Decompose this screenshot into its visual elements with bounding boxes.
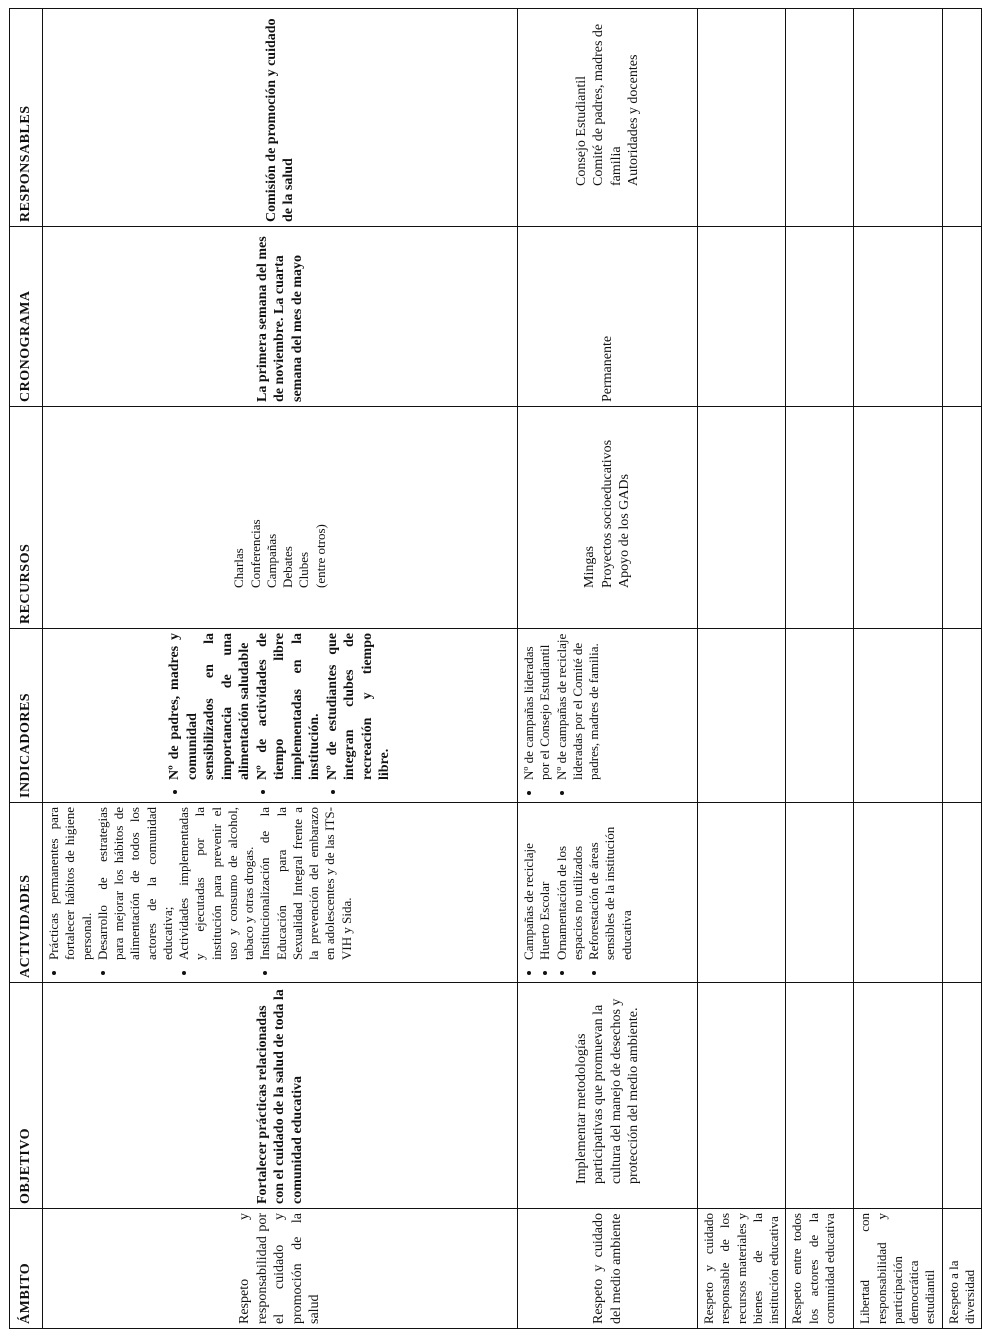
list-item: Campañas <box>263 533 279 588</box>
ambito-cell <box>698 1209 786 1329</box>
ambito-text: Respeto y cuidado del medio ambiente <box>591 1213 624 1324</box>
header-recursos: RECURSOS <box>10 407 43 629</box>
list-item: • Institucionalización de la Educación para la Sexualidad Integral frente a la prevención del embarazo en adolescentes y de las ITS-VIH y Sida. <box>257 807 355 960</box>
list-item: • Ornamentación de los espacios no utilizados <box>554 807 587 960</box>
table-row <box>786 9 854 1329</box>
ambito-text: Respeto a la diversidad <box>945 1260 977 1324</box>
ambito-cell <box>786 1209 854 1329</box>
ambito-text: Respeto y cuidado responsable de los recursos materiales y bienes de la institución educativa <box>701 1213 781 1324</box>
list-item: • Huerto Escolar <box>537 807 553 960</box>
objetivo-cell <box>43 983 518 1209</box>
empty-cell <box>786 407 854 629</box>
ambito-text: Respeto y responsabilidad por el cuidado y promoción de la salud <box>237 1213 323 1324</box>
list-item: Debates <box>280 546 295 588</box>
header-objetivo: OBJETIVO <box>10 983 43 1209</box>
empty-cell <box>854 983 942 1209</box>
ambito-cell <box>942 1209 982 1329</box>
list-item: • Prácticas permanentes para fortalecer hábitos de higiene personal. <box>46 807 95 960</box>
table-row <box>518 9 698 1329</box>
empty-cell <box>854 407 942 629</box>
responsables-cell <box>43 9 518 227</box>
list-item: Consejo Estudiantil <box>573 75 589 186</box>
empty-cell <box>942 983 982 1209</box>
indicadores-cell <box>518 629 698 803</box>
list-item: Mingas <box>582 546 598 588</box>
actividades-cell <box>43 803 518 983</box>
empty-cell <box>786 227 854 407</box>
plan-table <box>9 8 982 1329</box>
actividades-list <box>46 807 355 978</box>
header-indicadores: INDICADORES <box>10 629 43 803</box>
list-item: Proyectos socioeducativos <box>599 439 615 588</box>
empty-cell <box>942 227 982 407</box>
indicadores-cell <box>43 629 518 803</box>
list-item: Clubes <box>296 551 312 588</box>
ambito-cell <box>854 1209 942 1329</box>
list-item: • Reforestación de áreas sensibles de la institución educativa <box>586 807 635 960</box>
empty-cell <box>698 407 786 629</box>
cronograma-text: La primera semana del mes de noviembre. La cuarta semana del mes de mayo <box>254 236 305 402</box>
empty-cell <box>854 629 942 803</box>
empty-cell <box>698 9 786 227</box>
empty-cell <box>698 983 786 1209</box>
objetivo-text: Implementar metodologías participativas que promuevan la cultura del manejo de desechos y protección del medio ambiente. <box>573 998 641 1184</box>
empty-cell <box>698 629 786 803</box>
cronograma-cell <box>43 227 518 407</box>
list-item: • Desarrollo de estrategias para mejorar los hábitos de alimentación de todos los actores de la comunidad educativa; <box>95 807 176 960</box>
empty-cell <box>786 983 854 1209</box>
empty-cell <box>786 803 854 983</box>
empty-cell <box>942 407 982 629</box>
empty-cell <box>698 803 786 983</box>
indicadores-list <box>521 633 602 798</box>
cronograma-cell <box>518 227 698 407</box>
list-item: • Nº de campañas lideradas por el Consejo Estudiantil <box>521 633 554 780</box>
list-item: • Actividades implementadas y ejecutadas por la institución para prevenir el uso y consumo de alcohol, tabaco y otras drogas. <box>176 807 257 960</box>
empty-cell <box>786 629 854 803</box>
header-responsables: RESPONSABLES <box>10 9 43 227</box>
list-item: Conferencias <box>247 519 263 588</box>
list-item: • Nº de campañas de reciclaje lideradas por el Comité de padres, madres de familia. <box>554 633 603 780</box>
actividades-list <box>521 807 635 978</box>
recursos-cell <box>43 407 518 629</box>
empty-cell <box>942 803 982 983</box>
list-item: • Nº de actividades de tiempo libre implementadas en la institución. <box>254 633 324 780</box>
empty-cell <box>698 227 786 407</box>
header-actividades: ACTIVIDADES <box>10 803 43 983</box>
ambito-cell <box>518 1209 698 1329</box>
empty-cell <box>854 803 942 983</box>
list-item: • Nº de padres, madres y comunidad sensibilizados en la importancia de una alimentación saludable <box>166 633 254 780</box>
recursos-cell <box>518 407 698 629</box>
list-item: (entre otros) <box>312 524 328 588</box>
list-item: Apoyo de los GADs <box>617 474 633 588</box>
objetivo-text: Fortalecer prácticas relacionadas con el cuidado de la salud de toda la comunidad educativa <box>254 989 305 1204</box>
empty-cell <box>942 9 982 227</box>
empty-cell <box>854 9 942 227</box>
empty-cell <box>854 227 942 407</box>
header-cronograma: CRONOGRAMA <box>10 227 43 407</box>
actividades-cell <box>518 803 698 983</box>
table-row <box>43 9 518 1329</box>
responsables-text: Comisión de promoción y cuidado de la salud <box>263 18 296 222</box>
list-item: Charlas <box>231 548 247 588</box>
ambito-text: Respeto entre todos los actores de la comunidad educativa <box>789 1213 837 1324</box>
table-row <box>854 9 942 1329</box>
table-row <box>942 9 982 1329</box>
list-item: • Campañas de reciclaje <box>521 807 537 960</box>
empty-cell <box>942 629 982 803</box>
ambito-cell <box>43 1209 518 1329</box>
header-ambito: ÁMBITO <box>10 1209 43 1329</box>
list-item: • Nº de estudiantes que integran clubes de recreación y tiempo libre. <box>324 633 394 780</box>
cronograma-text: Permanente <box>599 335 615 402</box>
indicadores-list <box>166 633 394 798</box>
ambito-text: Libertad con responsabilidad y participación democrática estudiantil <box>857 1213 938 1324</box>
table-row <box>698 9 786 1329</box>
list-item: Comité de padres, madres de familia <box>591 23 624 186</box>
responsables-cell <box>518 9 698 227</box>
objetivo-cell <box>518 983 698 1209</box>
list-item: Autoridades y docentes <box>626 54 641 186</box>
header-row <box>10 9 43 1329</box>
empty-cell <box>786 9 854 227</box>
